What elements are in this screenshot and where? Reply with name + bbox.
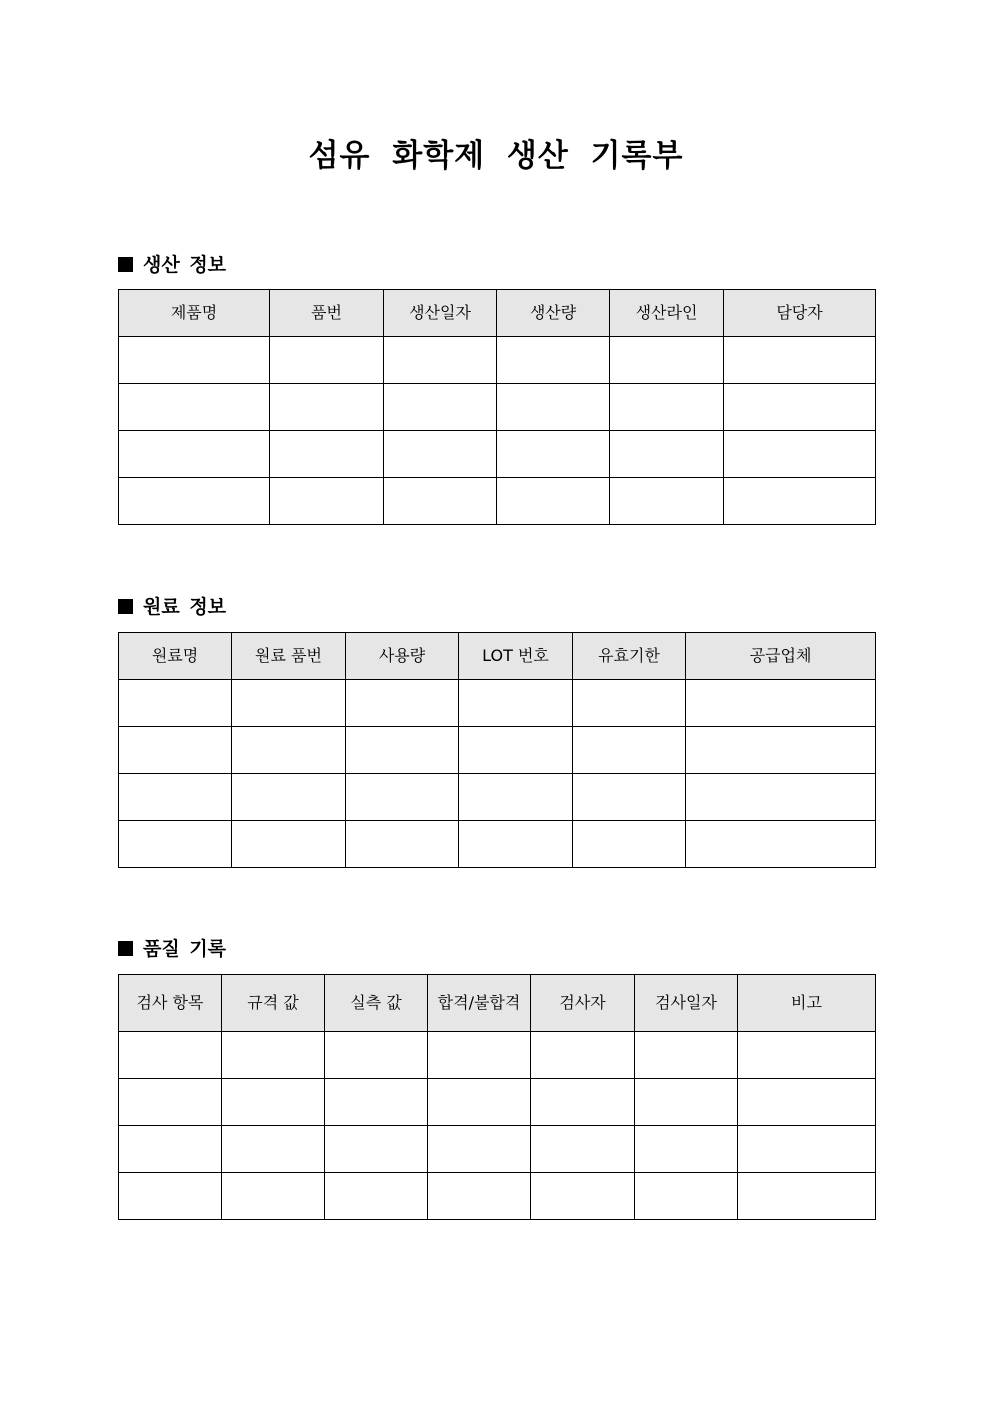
table-cell[interactable] — [270, 337, 384, 384]
table-cell[interactable] — [497, 384, 610, 431]
table-cell[interactable] — [610, 478, 724, 525]
table-cell[interactable] — [119, 1032, 222, 1079]
table-row — [119, 1079, 876, 1126]
table-cell[interactable] — [635, 1079, 738, 1126]
table-cell[interactable] — [738, 1173, 876, 1220]
table-row — [119, 1173, 876, 1220]
table-cell[interactable] — [270, 384, 384, 431]
table-cell[interactable] — [428, 1173, 531, 1220]
table-cell[interactable] — [346, 774, 459, 821]
table-cell[interactable] — [738, 1126, 876, 1173]
table-row — [119, 1126, 876, 1173]
table-cell[interactable] — [428, 1032, 531, 1079]
table-cell[interactable] — [222, 1126, 325, 1173]
table-cell[interactable] — [724, 431, 876, 478]
table-row — [119, 727, 876, 774]
table-cell[interactable] — [610, 431, 724, 478]
table-cell[interactable] — [573, 774, 686, 821]
table-cell[interactable] — [119, 337, 270, 384]
black-square-icon — [118, 941, 133, 956]
column-header-supplier: 공급업체 — [686, 633, 876, 680]
table-cell[interactable] — [724, 478, 876, 525]
table-cell[interactable] — [531, 1032, 635, 1079]
column-header-spec-value: 규격 값 — [222, 975, 325, 1032]
table-header-row — [119, 633, 876, 680]
table-cell[interactable] — [384, 384, 497, 431]
table-row — [119, 337, 876, 384]
table-cell[interactable] — [738, 1032, 876, 1079]
table-cell[interactable] — [384, 478, 497, 525]
table-row — [119, 478, 876, 525]
table-cell[interactable] — [119, 821, 232, 868]
table-cell[interactable] — [119, 680, 232, 727]
table-cell[interactable] — [428, 1079, 531, 1126]
table-cell[interactable] — [497, 431, 610, 478]
table-cell[interactable] — [738, 1079, 876, 1126]
table-cell[interactable] — [531, 1079, 635, 1126]
table-cell[interactable] — [724, 337, 876, 384]
black-square-icon — [118, 257, 133, 272]
column-header-product-name: 제품명 — [119, 290, 270, 337]
column-header-manager: 담당자 — [724, 290, 876, 337]
column-header-inspection-date: 검사일자 — [635, 975, 738, 1032]
table-cell[interactable] — [119, 431, 270, 478]
table-cell[interactable] — [222, 1173, 325, 1220]
table-cell[interactable] — [384, 431, 497, 478]
table-cell[interactable] — [119, 774, 232, 821]
table-cell[interactable] — [459, 821, 573, 868]
table-cell[interactable] — [428, 1126, 531, 1173]
section-heading-label: 생산 정보 — [143, 254, 227, 276]
table-cell[interactable] — [119, 384, 270, 431]
table-cell[interactable] — [232, 680, 346, 727]
column-header-lot-number: LOT 번호 — [459, 633, 573, 680]
column-header-production-date: 생산일자 — [384, 290, 497, 337]
table-cell[interactable] — [232, 821, 346, 868]
table-row — [119, 431, 876, 478]
section-heading-materials — [118, 594, 226, 620]
column-header-measured-value: 실측 값 — [325, 975, 428, 1032]
table-row — [119, 774, 876, 821]
column-header-material-part-number: 원료 품번 — [232, 633, 346, 680]
table-row — [119, 1032, 876, 1079]
black-square-icon — [118, 599, 133, 614]
table-cell[interactable] — [119, 478, 270, 525]
table-row — [119, 680, 876, 727]
table-cell[interactable] — [325, 1173, 428, 1220]
table-cell[interactable] — [232, 727, 346, 774]
table-cell[interactable] — [119, 1079, 222, 1126]
column-header-pass-fail: 합격/불합격 — [428, 975, 531, 1032]
table-cell[interactable] — [573, 680, 686, 727]
page-title: 섬유 화학제 생산 기록부 — [308, 138, 684, 174]
table-cell[interactable] — [119, 727, 232, 774]
table-cell[interactable] — [232, 774, 346, 821]
column-header-remarks: 비고 — [738, 975, 876, 1032]
table-cell[interactable] — [635, 1032, 738, 1079]
table-cell[interactable] — [459, 680, 573, 727]
column-header-part-number: 품번 — [270, 290, 384, 337]
table-cell[interactable] — [119, 1126, 222, 1173]
table-cell[interactable] — [531, 1173, 635, 1220]
table-cell[interactable] — [325, 1032, 428, 1079]
table-cell[interactable] — [459, 727, 573, 774]
table-cell[interactable] — [325, 1126, 428, 1173]
table-cell[interactable] — [497, 337, 610, 384]
section-heading-quality — [118, 936, 226, 962]
materials-table — [118, 632, 876, 868]
table-row — [119, 821, 876, 868]
column-header-inspection-item: 검사 항목 — [119, 975, 222, 1032]
table-cell[interactable] — [346, 727, 459, 774]
section-heading-label: 품질 기록 — [143, 938, 227, 960]
production-table — [118, 289, 876, 525]
column-header-usage: 사용량 — [346, 633, 459, 680]
table-header-row — [119, 290, 876, 337]
table-cell[interactable] — [610, 337, 724, 384]
table-cell[interactable] — [610, 384, 724, 431]
table-cell[interactable] — [686, 680, 876, 727]
table-cell[interactable] — [346, 680, 459, 727]
table-cell[interactable] — [222, 1032, 325, 1079]
table-cell[interactable] — [686, 774, 876, 821]
column-header-quantity: 생산량 — [497, 290, 610, 337]
table-cell[interactable] — [635, 1173, 738, 1220]
section-heading-production — [118, 252, 226, 278]
table-header-row — [119, 975, 876, 1032]
table-cell[interactable] — [270, 431, 384, 478]
section-heading-label: 원료 정보 — [143, 596, 227, 618]
table-cell[interactable] — [384, 337, 497, 384]
table-cell[interactable] — [573, 821, 686, 868]
table-cell[interactable] — [119, 1173, 222, 1220]
table-cell[interactable] — [325, 1079, 428, 1126]
column-header-production-line: 생산라인 — [610, 290, 724, 337]
column-header-material-name: 원료명 — [119, 633, 232, 680]
table-cell[interactable] — [531, 1126, 635, 1173]
table-cell[interactable] — [573, 727, 686, 774]
table-cell[interactable] — [497, 478, 610, 525]
table-cell[interactable] — [635, 1126, 738, 1173]
table-cell[interactable] — [724, 384, 876, 431]
column-header-inspector: 검사자 — [531, 975, 635, 1032]
table-cell[interactable] — [346, 821, 459, 868]
table-cell[interactable] — [270, 478, 384, 525]
table-row — [119, 384, 876, 431]
table-cell[interactable] — [222, 1079, 325, 1126]
column-header-expiry: 유효기한 — [573, 633, 686, 680]
table-cell[interactable] — [459, 774, 573, 821]
table-cell[interactable] — [686, 821, 876, 868]
table-cell[interactable] — [686, 727, 876, 774]
quality-table — [118, 974, 876, 1220]
